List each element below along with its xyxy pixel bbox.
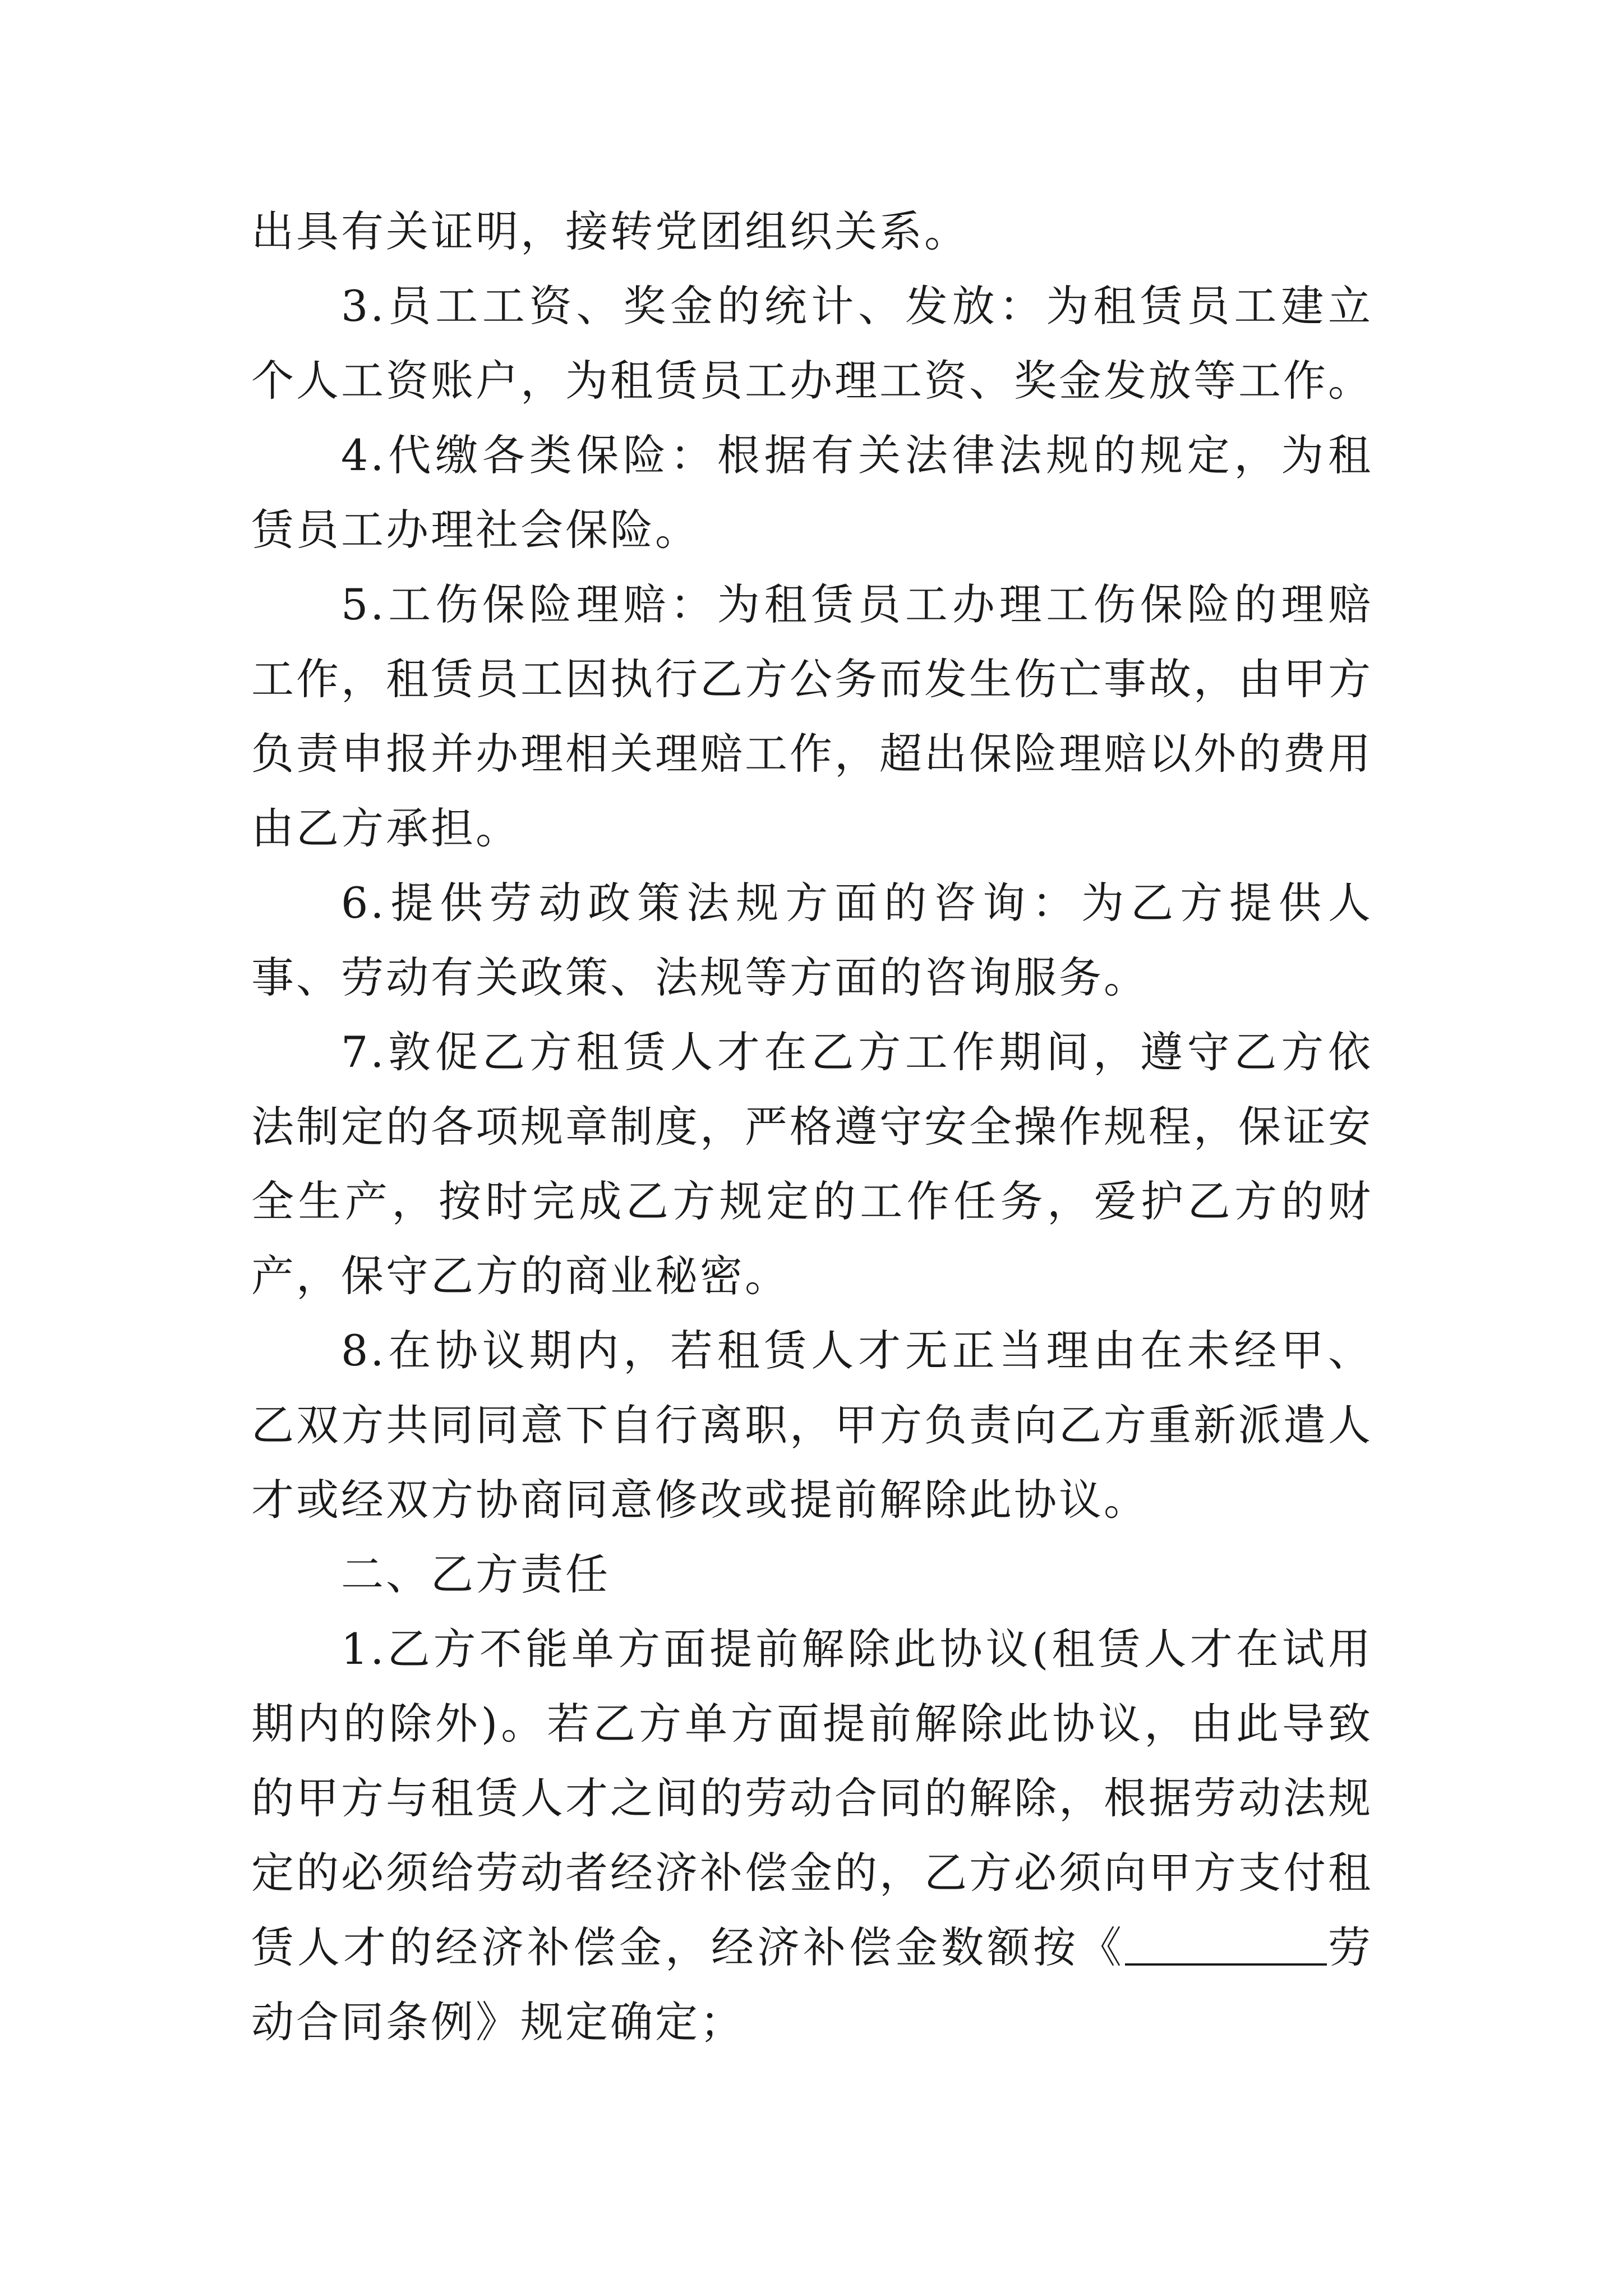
paragraph: 出具有关证明，接转党团组织关系。	[251, 206, 969, 256]
document-body	[251, 194, 1373, 2059]
paragraph-text-after-blank: 劳动合同条例》规定确定；	[251, 1922, 1373, 2047]
paragraph: 3.员工工资、奖金的统计、发放：为租赁员工建立个人工资账户，为租赁员工办理工资、奖金发放等工作。	[251, 281, 1373, 406]
section-heading: 二、乙方责任	[341, 1549, 610, 1599]
paragraph: 6.提供劳动政策法规方面的咨询：为乙方提供人事、劳动有关政策、法规等方面的咨询服务。	[251, 878, 1373, 1002]
paragraph-text-before-blank: 1.乙方不能单方面提前解除此协议(租赁人才在试用期内的除外)。若乙方单方面提前解除此协议，由此导致的甲方与租赁人才之间的劳动合同的解除，根据劳动法规定的必须给劳动者经济补偿金的，乙方必须向甲方支付租赁人才的经济补偿金，经济补偿金数额按《	[251, 1624, 1373, 1972]
paragraph: 5.工伤保险理赔：为租赁员工办理工伤保险的理赔工作，租赁员工因执行乙方公务而发生伤亡事故，由甲方负责申报并办理相关理赔工作，超出保险理赔以外的费用由乙方承担。	[251, 579, 1373, 853]
paragraph: 4.代缴各类保险：根据有关法律法规的规定，为租赁员工办理社会保险。	[251, 430, 1373, 555]
fill-in-blank-line	[1125, 1927, 1327, 1966]
paragraph: 7.敦促乙方租赁人才在乙方工作期间，遵守乙方依法制定的各项规章制度，严格遵守安全操作规程，保证安全生产，按时完成乙方规定的工作任务，爱护乙方的财产，保守乙方的商业秘密。	[251, 1027, 1373, 1301]
paragraph: 8.在协议期内，若租赁人才无正当理由在未经甲、乙双方共同同意下自行离职，甲方负责向乙方重新派遣人才或经双方协商同意修改或提前解除此协议。	[251, 1326, 1373, 1525]
paragraph-with-blank	[251, 1612, 1373, 2059]
